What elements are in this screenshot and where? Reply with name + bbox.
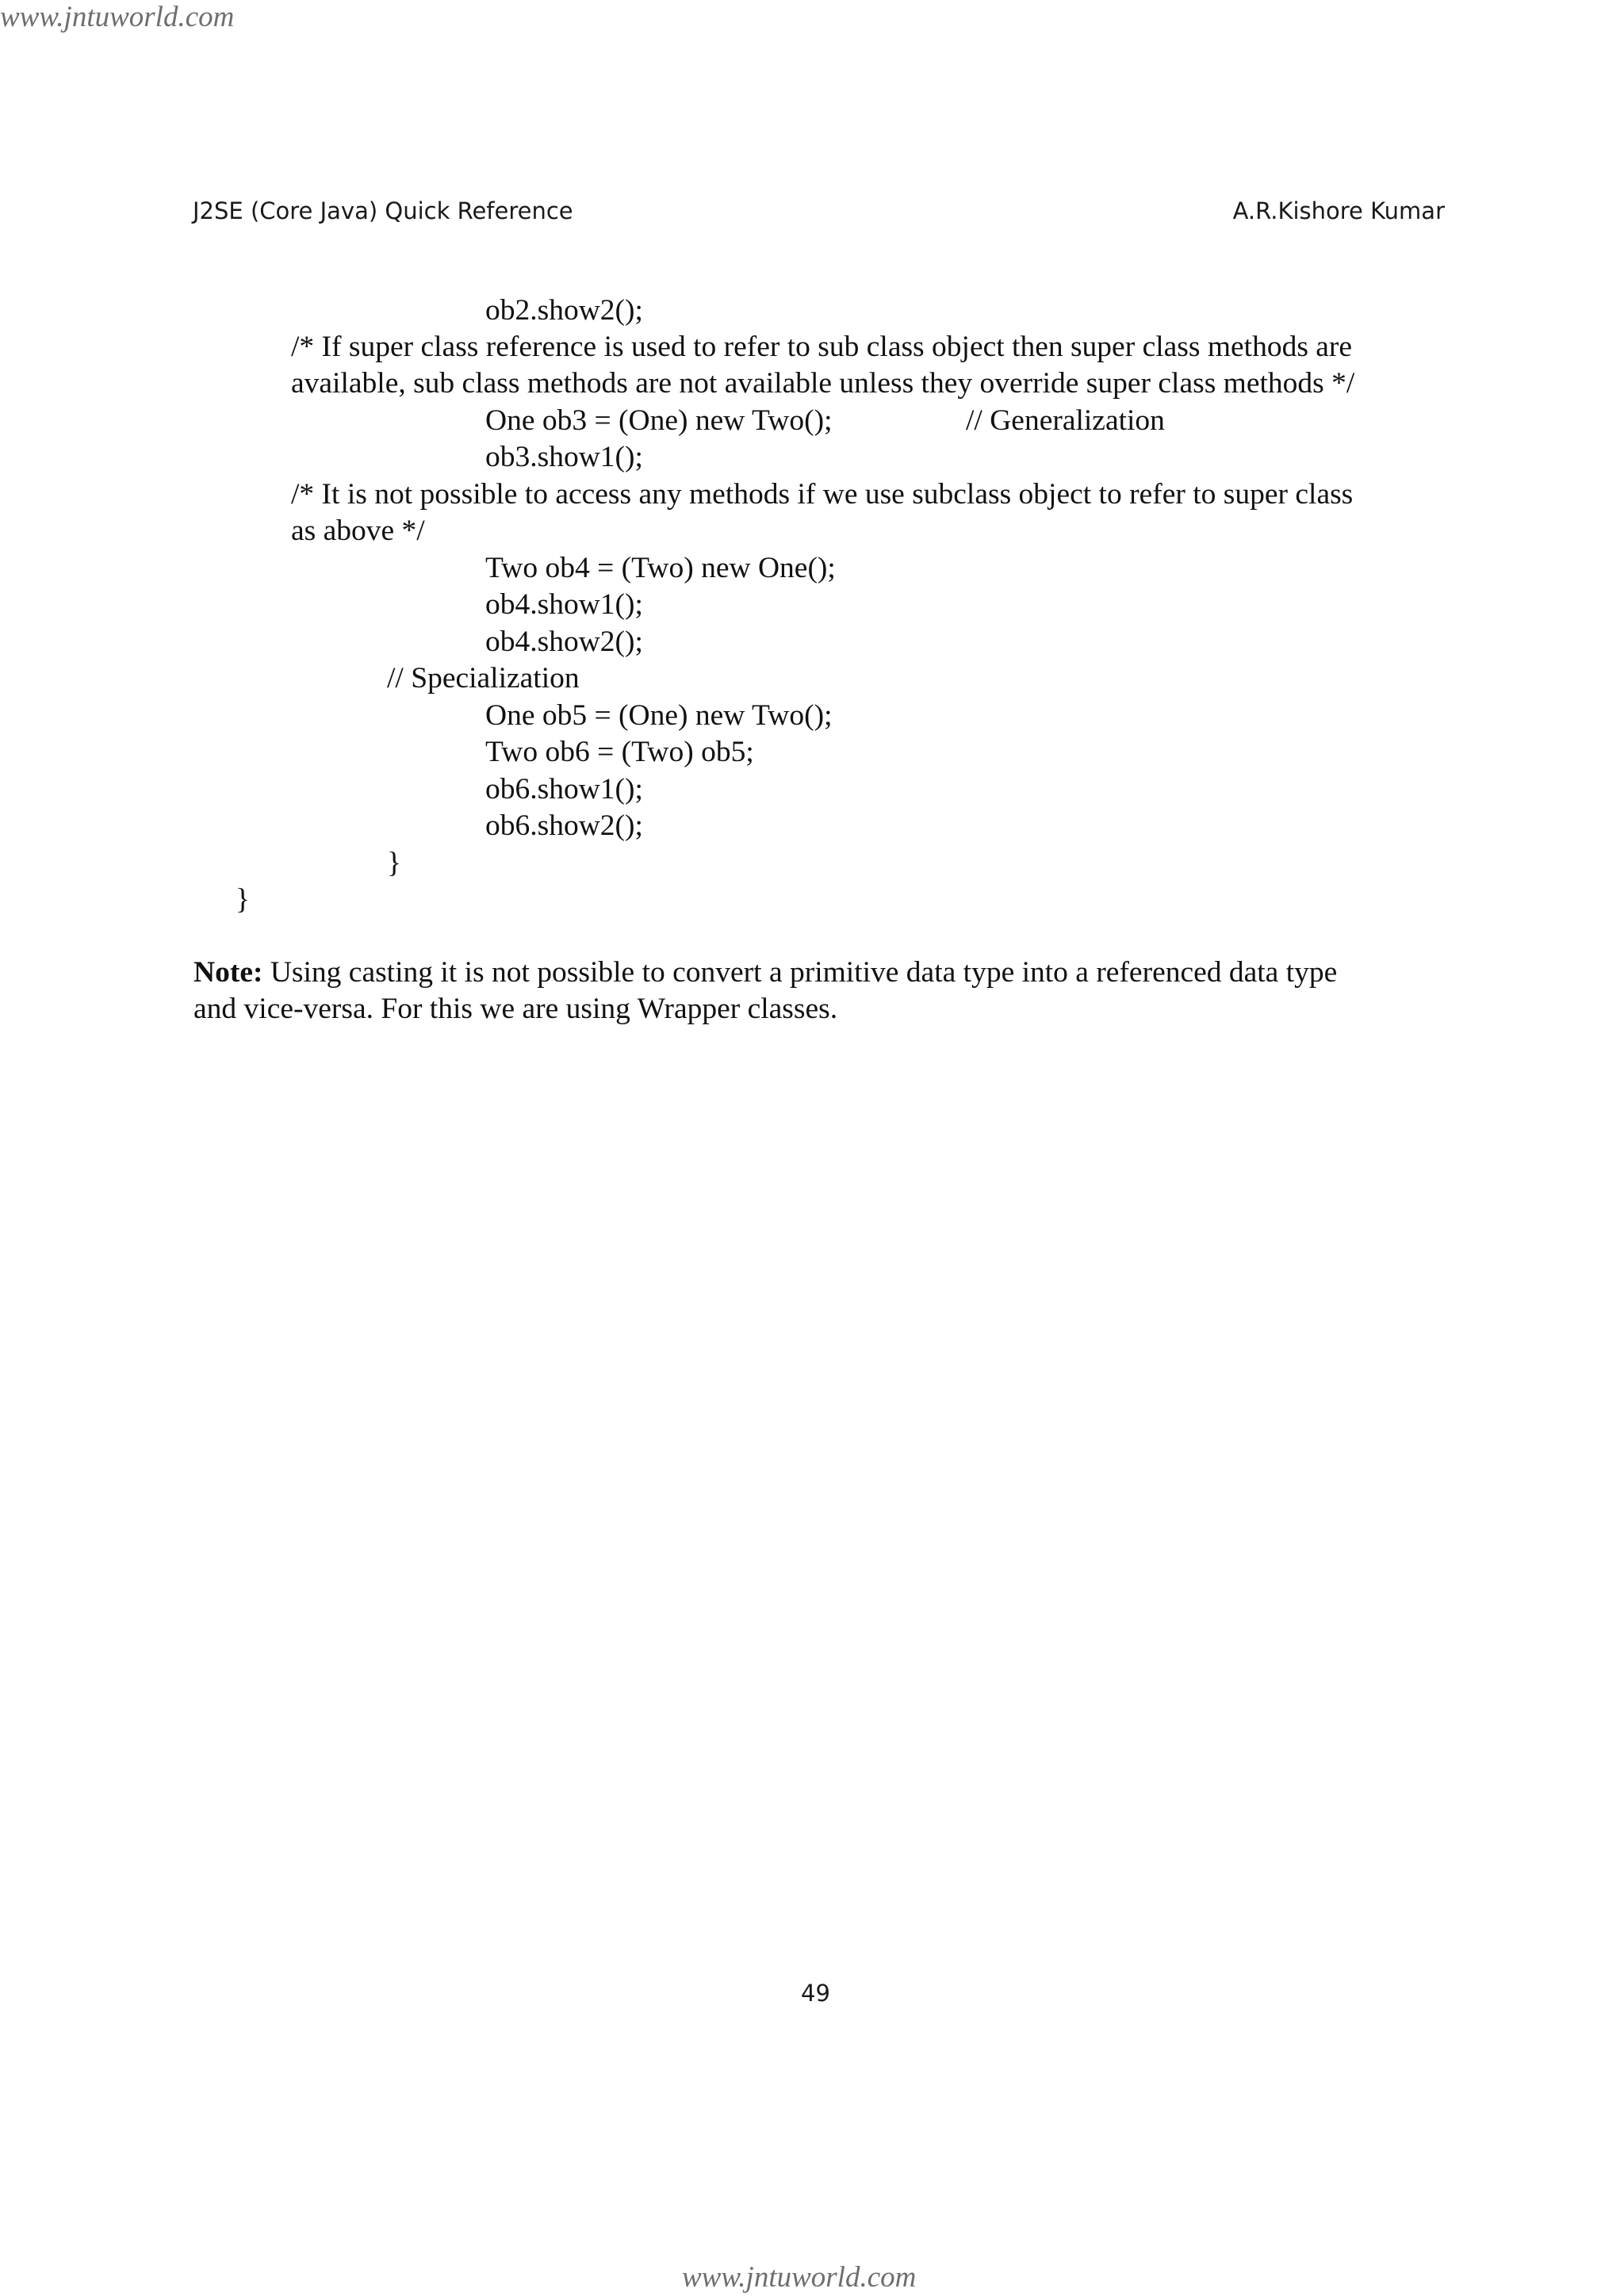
code-line: ob6.show2();: [485, 809, 643, 842]
code-comment-line: /* It is not possible to access any methods if we use subclass object to refer to super class: [291, 478, 1354, 511]
watermark-bottom: www.jntuworld.com: [682, 2261, 917, 2294]
code-inline-comment: // Generalization: [966, 404, 1165, 437]
code-line: Two ob6 = (Two) ob5;: [485, 736, 754, 768]
watermark-top: www.jntuworld.com: [0, 1, 235, 33]
closing-brace-class: }: [236, 883, 250, 916]
closing-brace-method: }: [387, 847, 401, 879]
code-comment-line: available, sub class methods are not available unless they override super class methods */: [291, 367, 1355, 400]
code-line: One ob3 = (One) new Two();: [485, 404, 833, 437]
code-line: ob6.show1();: [485, 773, 643, 806]
code-line: ob3.show1();: [485, 441, 643, 473]
code-comment-line: /* If super class reference is used to refer to sub class object then super class methods are: [291, 331, 1353, 363]
page-number: 49: [801, 1980, 830, 2007]
code-line: One ob5 = (One) new Two();: [485, 699, 833, 732]
running-header-title: J2SE (Core Java) Quick Reference: [193, 197, 573, 224]
note-line-2: and vice-versa. For this we are using Wrapper classes.: [193, 993, 838, 1025]
running-header-author: A.R.Kishore Kumar: [1232, 197, 1445, 224]
code-line: ob4.show1();: [485, 588, 643, 621]
code-comment-line: as above */: [291, 515, 425, 547]
code-line: ob4.show2();: [485, 626, 643, 658]
note-label: Note:: [193, 956, 263, 989]
note-line-1: [193, 955, 1337, 991]
code-comment-line: // Specialization: [387, 662, 580, 695]
code-line: Two ob4 = (Two) new One();: [485, 552, 836, 584]
code-line: ob2.show2();: [485, 294, 643, 327]
note-text-1: Using casting it is not possible to convert a primitive data type into a referenced data type: [262, 956, 1338, 989]
